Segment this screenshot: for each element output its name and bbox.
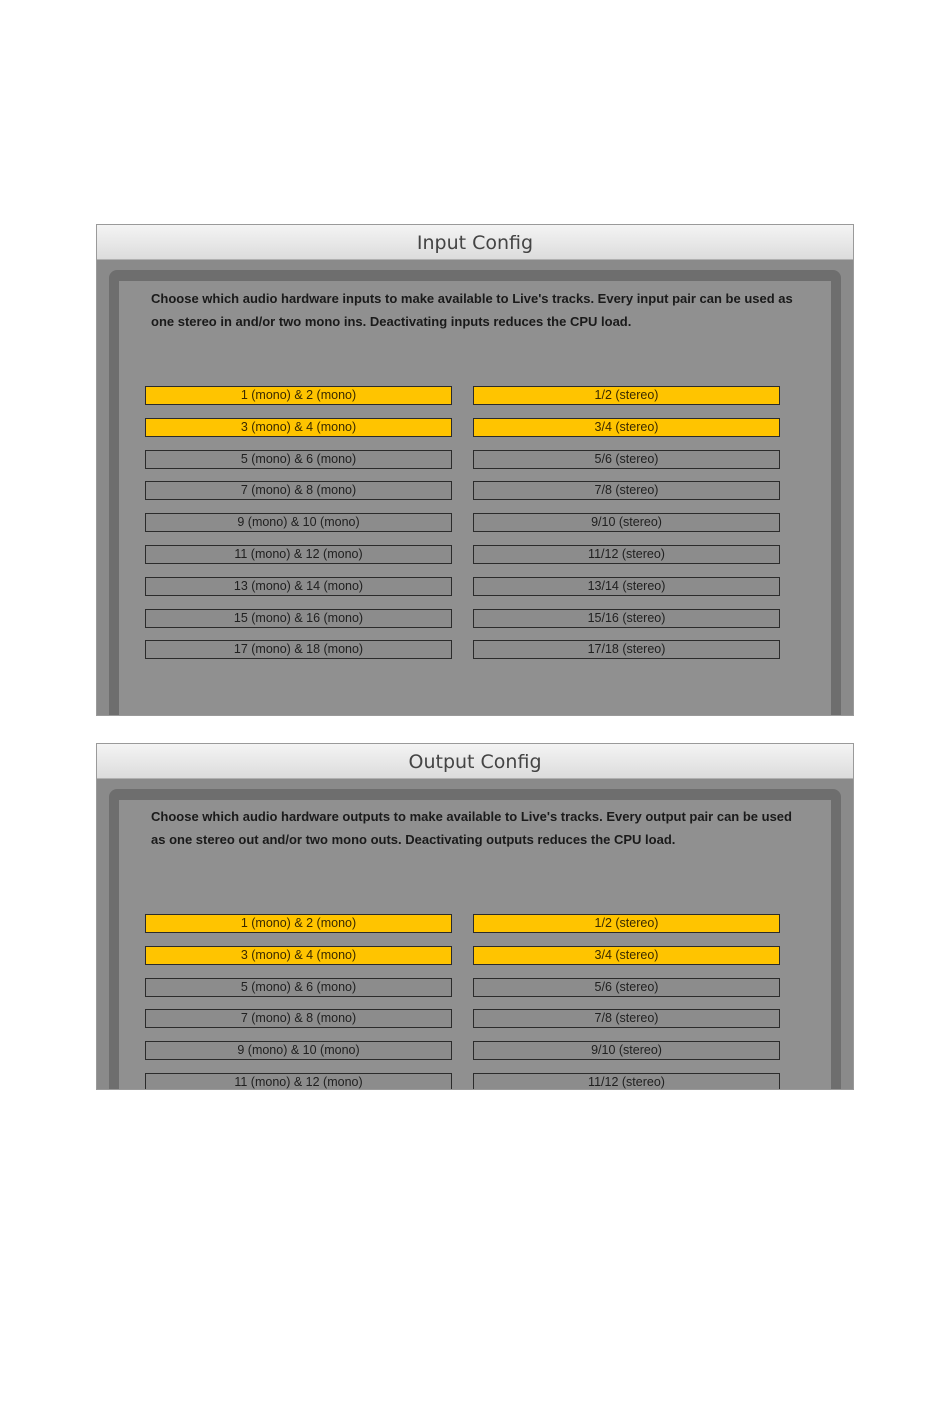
output-mono-pair-toggle[interactable]: 5 (mono) & 6 (mono) (145, 978, 452, 997)
output-mono-pair-toggle[interactable]: 1 (mono) & 2 (mono) (145, 914, 452, 933)
input-mono-pair-toggle[interactable]: 13 (mono) & 14 (mono) (145, 577, 452, 596)
input-stereo-pair-toggle[interactable]: 7/8 (stereo) (473, 481, 780, 500)
input-stereo-pair-toggle[interactable]: 13/14 (stereo) (473, 577, 780, 596)
output-stereo-pair-toggle[interactable]: 1/2 (stereo) (473, 914, 780, 933)
input-config-panel (119, 281, 831, 715)
input-stereo-pair-toggle[interactable]: 15/16 (stereo) (473, 609, 780, 628)
output-stereo-pair-toggle[interactable]: 11/12 (stereo) (473, 1073, 780, 1089)
input-stereo-pair-toggle[interactable]: 3/4 (stereo) (473, 418, 780, 437)
input-mono-pair-toggle[interactable]: 7 (mono) & 8 (mono) (145, 481, 452, 500)
output-config-panel (119, 800, 831, 1089)
output-stereo-pair-toggle[interactable]: 3/4 (stereo) (473, 946, 780, 965)
output-mono-pair-toggle[interactable]: 11 (mono) & 12 (mono) (145, 1073, 452, 1089)
output-config-description: Choose which audio hardware outputs to make available to Live's tracks. Every output pair can be used as one stereo out and/or two mono outs. Deactivating outputs reduces the CPU load. (151, 809, 792, 847)
input-stereo-pair-toggle[interactable]: 9/10 (stereo) (473, 513, 780, 532)
output-mono-pair-toggle[interactable]: 9 (mono) & 10 (mono) (145, 1041, 452, 1060)
input-stereo-pair-toggle[interactable]: 11/12 (stereo) (473, 545, 780, 564)
input-mono-pair-toggle[interactable]: 15 (mono) & 16 (mono) (145, 609, 452, 628)
input-mono-pair-toggle[interactable]: 9 (mono) & 10 (mono) (145, 513, 452, 532)
input-config-window (97, 225, 853, 715)
input-config-title: Input Config (97, 225, 853, 260)
input-stereo-pair-toggle[interactable]: 1/2 (stereo) (473, 386, 780, 405)
input-mono-pair-toggle[interactable]: 11 (mono) & 12 (mono) (145, 545, 452, 564)
output-mono-pair-toggle[interactable]: 7 (mono) & 8 (mono) (145, 1009, 452, 1028)
input-stereo-pair-toggle[interactable]: 17/18 (stereo) (473, 640, 780, 659)
output-stereo-pair-toggle[interactable]: 7/8 (stereo) (473, 1009, 780, 1028)
input-config-description: Choose which audio hardware inputs to make available to Live's tracks. Every input pair can be used as one stereo in and/or two mono ins. Deactivating inputs reduces the CPU load. (151, 291, 793, 329)
output-stereo-pair-toggle[interactable]: 9/10 (stereo) (473, 1041, 780, 1060)
output-config-title: Output Config (97, 744, 853, 779)
input-mono-pair-toggle[interactable]: 17 (mono) & 18 (mono) (145, 640, 452, 659)
output-config-panel-frame (109, 789, 841, 1089)
input-mono-pair-toggle[interactable]: 3 (mono) & 4 (mono) (145, 418, 452, 437)
output-config-window (97, 744, 853, 1089)
output-mono-pair-toggle[interactable]: 3 (mono) & 4 (mono) (145, 946, 452, 965)
input-config-panel-frame (109, 270, 841, 715)
input-stereo-pair-toggle[interactable]: 5/6 (stereo) (473, 450, 780, 469)
input-mono-pair-toggle[interactable]: 1 (mono) & 2 (mono) (145, 386, 452, 405)
input-mono-pair-toggle[interactable]: 5 (mono) & 6 (mono) (145, 450, 452, 469)
output-stereo-pair-toggle[interactable]: 5/6 (stereo) (473, 978, 780, 997)
